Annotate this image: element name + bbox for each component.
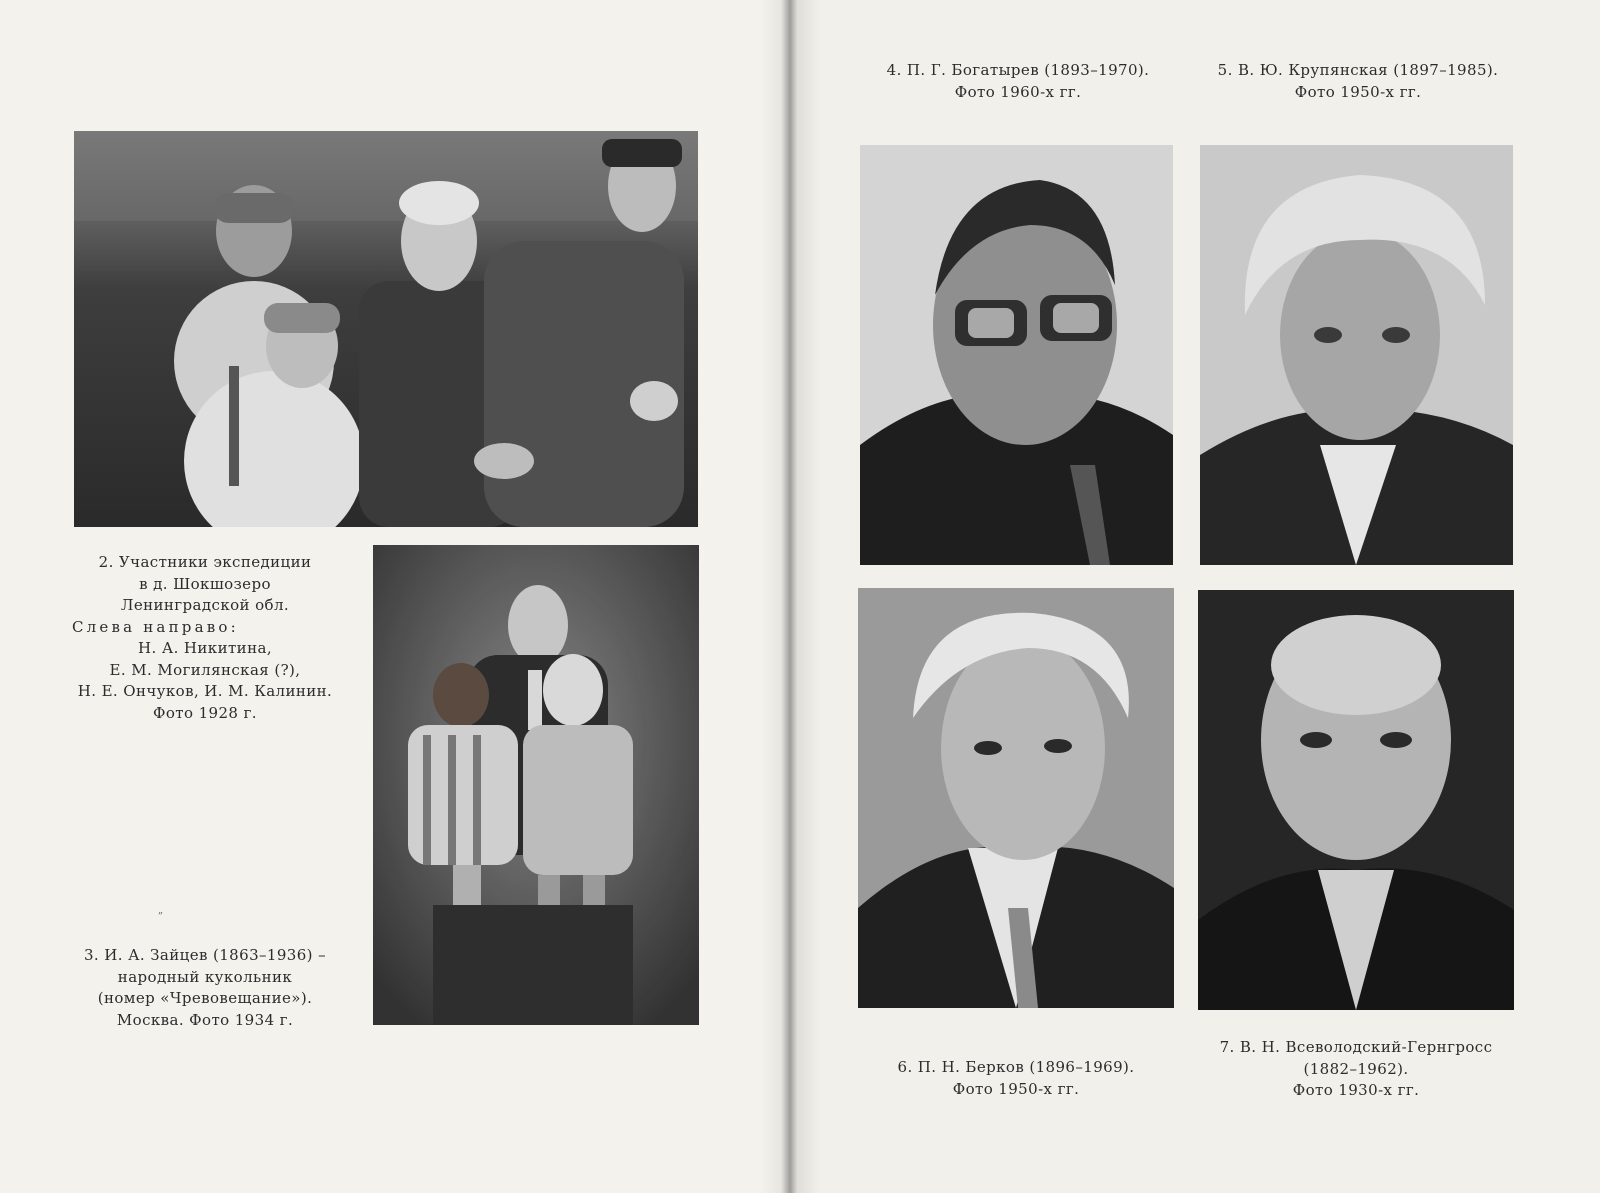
expedition-group-photo-image [74, 131, 698, 527]
caption-line: 3. И. А. Зайцев (1863–1936) – [83, 946, 327, 964]
krupyanskaya-portrait-image [1200, 145, 1513, 565]
caption-line: Фото 1928 г. [153, 703, 257, 722]
caption-figure-3 [60, 945, 350, 1031]
caption-line: Фото 1960-х гг. [954, 82, 1082, 101]
vsevolodsky-gerngross-portrait-image [1198, 590, 1514, 1010]
caption-line: 5. В. Ю. Крупянская (1897–1985). [1217, 61, 1499, 79]
caption-figure-5 [1198, 60, 1518, 103]
photo-bogatyrev [860, 145, 1173, 565]
caption-line: Ленинградской обл. [120, 596, 290, 614]
berkov-portrait-image [858, 588, 1174, 1008]
caption-line: в д. Шокшозеро [139, 574, 271, 593]
caption-line: Москва. Фото 1934 г. [116, 1010, 294, 1029]
caption-figure-6 [858, 1057, 1174, 1100]
caption-line: народный кукольник [117, 967, 293, 986]
caption-line: Е. М. Могилянская (?), [109, 660, 301, 679]
caption-line: (номер «Чревовещание»). [97, 989, 313, 1007]
photo-berkov [858, 588, 1174, 1008]
caption-line: 7. В. Н. Всеволодский-Гернгросс [1219, 1038, 1493, 1056]
caption-line: Н. А. Никитина, [138, 639, 272, 657]
caption-line: (1882–1962). [1303, 1059, 1409, 1078]
book-gutter [760, 0, 820, 1193]
caption-line: 6. П. Н. Берков (1896–1969). [897, 1058, 1135, 1076]
caption-line-left-to-right: Слева направо: [72, 617, 239, 636]
puppeteer-photo-image [373, 545, 699, 1025]
caption-line: Фото 1950-х гг. [1294, 82, 1422, 101]
photo-zaitsev-puppeteer [373, 545, 699, 1025]
photo-vsevolodsky-gerngross [1198, 590, 1514, 1010]
caption-line: Фото 1930-х гг. [1292, 1081, 1420, 1099]
photo-expedition-group [74, 131, 698, 527]
caption-line: Н. Е. Ончуков, И. М. Калинин. [77, 682, 333, 700]
photo-krupyanskaya [1200, 145, 1513, 565]
caption-line: Фото 1950-х гг. [952, 1079, 1080, 1098]
bogatyrev-portrait-image [860, 145, 1173, 565]
caption-figure-4 [858, 60, 1178, 103]
stray-print-mark: „ [158, 905, 164, 916]
caption-figure-7 [1190, 1037, 1522, 1102]
caption-figure-2 [60, 552, 350, 724]
caption-line: 4. П. Г. Богатырев (1893–1970). [886, 61, 1150, 79]
caption-line: 2. Участники экспедиции [98, 553, 312, 571]
